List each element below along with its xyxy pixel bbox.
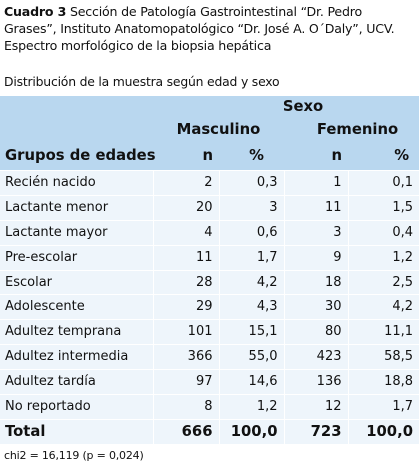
table-row bbox=[0, 220, 419, 245]
male-n-cell: 2 bbox=[153, 171, 219, 196]
m-pct-header: % bbox=[219, 142, 284, 171]
male-n-cell: 97 bbox=[153, 370, 219, 395]
male-n-cell: 366 bbox=[153, 345, 219, 370]
table-row bbox=[0, 345, 419, 370]
distribution-table bbox=[0, 96, 419, 444]
male-n-cell: 666 bbox=[153, 419, 219, 443]
row-label: Lactante mayor bbox=[0, 220, 153, 245]
female-n-cell: 9 bbox=[284, 245, 348, 270]
male-pct-cell: 55,0 bbox=[219, 345, 284, 370]
caption-text: Sección de Patología Gastrointestinal “Dr. Pedro Grases”, Instituto Anatomopatológico “Dr. José A. O´Daly”, UCV. Espectro morfológico de la biopsia hepática bbox=[4, 4, 395, 53]
f-n-header: n bbox=[284, 142, 348, 171]
female-n-cell: 723 bbox=[284, 419, 348, 443]
female-n-cell: 30 bbox=[284, 295, 348, 320]
female-n-cell: 136 bbox=[284, 370, 348, 395]
female-pct-cell: 58,5 bbox=[348, 345, 419, 370]
female-pct-cell: 1,2 bbox=[348, 245, 419, 270]
table-body bbox=[0, 171, 419, 444]
row-label: Total bbox=[0, 419, 153, 443]
table-subtitle: Distribución de la muestra según edad y sexo bbox=[4, 74, 280, 89]
male-pct-cell: 1,2 bbox=[219, 395, 284, 420]
male-pct-cell: 100,0 bbox=[219, 419, 284, 443]
female-n-cell: 423 bbox=[284, 345, 348, 370]
table-row bbox=[0, 171, 419, 196]
female-n-cell: 80 bbox=[284, 320, 348, 345]
female-n-cell: 18 bbox=[284, 270, 348, 295]
table-header bbox=[0, 96, 419, 171]
male-n-cell: 8 bbox=[153, 395, 219, 420]
female-n-cell: 11 bbox=[284, 195, 348, 220]
male-n-cell: 20 bbox=[153, 195, 219, 220]
male-n-cell: 101 bbox=[153, 320, 219, 345]
male-n-cell: 4 bbox=[153, 220, 219, 245]
female-pct-cell: 2,5 bbox=[348, 270, 419, 295]
female-pct-cell: 4,2 bbox=[348, 295, 419, 320]
femenino-header: Femenino bbox=[284, 118, 419, 142]
table-caption bbox=[4, 3, 416, 54]
male-pct-cell: 0,3 bbox=[219, 171, 284, 196]
masculino-header: Masculino bbox=[153, 118, 284, 142]
table-row bbox=[0, 295, 419, 320]
female-n-cell: 12 bbox=[284, 395, 348, 420]
female-n-cell: 3 bbox=[284, 220, 348, 245]
caption-label: Cuadro 3 bbox=[4, 4, 67, 19]
row-label: Adultez temprana bbox=[0, 320, 153, 345]
table-row bbox=[0, 195, 419, 220]
grupos-header: Grupos de edades bbox=[0, 142, 153, 171]
sexo-header: Sexo bbox=[153, 96, 419, 118]
male-pct-cell: 3 bbox=[219, 195, 284, 220]
table-row bbox=[0, 395, 419, 420]
male-pct-cell: 4,2 bbox=[219, 270, 284, 295]
table-row bbox=[0, 270, 419, 295]
footnote: chi2 = 16,119 (p = 0,024) bbox=[4, 449, 144, 462]
total-row bbox=[0, 419, 419, 443]
row-label: Adolescente bbox=[0, 295, 153, 320]
m-n-header: n bbox=[153, 142, 219, 171]
table-row bbox=[0, 370, 419, 395]
row-label: Escolar bbox=[0, 270, 153, 295]
male-pct-cell: 15,1 bbox=[219, 320, 284, 345]
row-label: Pre-escolar bbox=[0, 245, 153, 270]
male-pct-cell: 14,6 bbox=[219, 370, 284, 395]
female-pct-cell: 0,4 bbox=[348, 220, 419, 245]
row-label: Adultez intermedia bbox=[0, 345, 153, 370]
female-pct-cell: 1,5 bbox=[348, 195, 419, 220]
f-pct-header: % bbox=[348, 142, 419, 171]
female-pct-cell: 1,7 bbox=[348, 395, 419, 420]
row-label: Recién nacido bbox=[0, 171, 153, 196]
row-label: Lactante menor bbox=[0, 195, 153, 220]
female-pct-cell: 18,8 bbox=[348, 370, 419, 395]
female-n-cell: 1 bbox=[284, 171, 348, 196]
table-row bbox=[0, 245, 419, 270]
male-pct-cell: 0,6 bbox=[219, 220, 284, 245]
female-pct-cell: 0,1 bbox=[348, 171, 419, 196]
female-pct-cell: 100,0 bbox=[348, 419, 419, 443]
table-row bbox=[0, 320, 419, 345]
row-label: No reportado bbox=[0, 395, 153, 420]
female-pct-cell: 11,1 bbox=[348, 320, 419, 345]
male-n-cell: 28 bbox=[153, 270, 219, 295]
male-n-cell: 11 bbox=[153, 245, 219, 270]
male-n-cell: 29 bbox=[153, 295, 219, 320]
row-label: Adultez tardía bbox=[0, 370, 153, 395]
male-pct-cell: 4,3 bbox=[219, 295, 284, 320]
male-pct-cell: 1,7 bbox=[219, 245, 284, 270]
